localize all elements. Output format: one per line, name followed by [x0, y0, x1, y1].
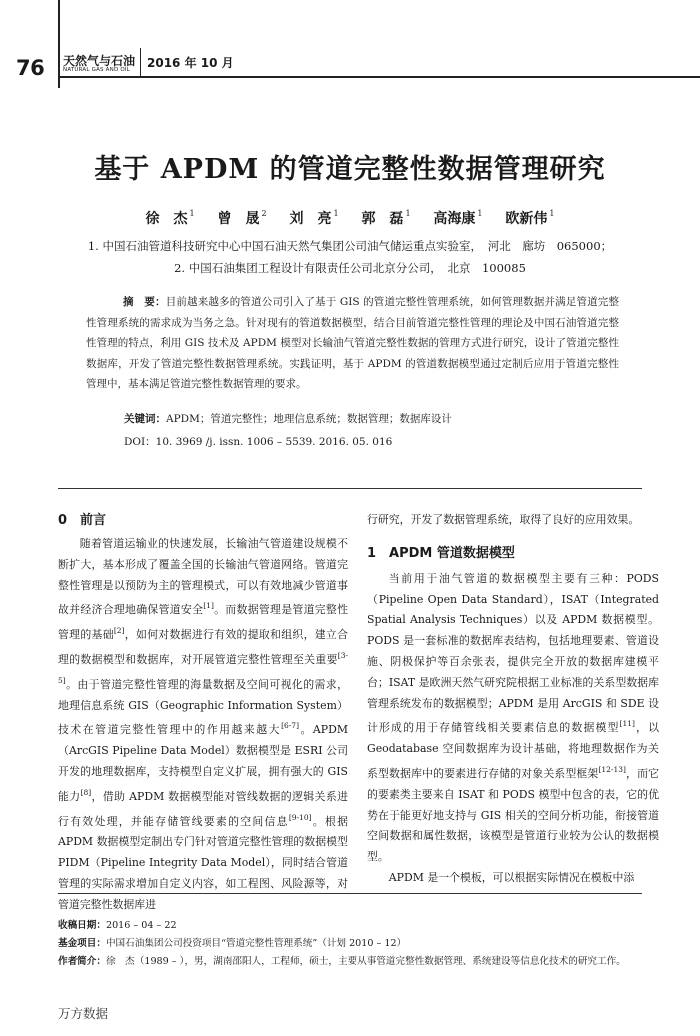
section-divider [58, 488, 642, 489]
citation-marker: [6-7] [281, 721, 300, 731]
page-header [0, 44, 700, 88]
citation-marker: [1] [203, 601, 214, 611]
header-divider [140, 48, 141, 76]
citation-marker: [3-5] [58, 650, 348, 685]
journal-name-en: NATURAL GAS AND OIL [63, 67, 130, 73]
citation-marker: [2] [113, 626, 125, 636]
author: 徐 杰 $^1$ [145, 209, 195, 227]
header-horizontal-rule [58, 76, 700, 78]
keywords [124, 411, 452, 426]
abstract-label: 摘 要： [123, 296, 166, 308]
footnote: 收稿日期：2016 – 04 – 22 [58, 920, 177, 931]
issue-date: 2016 年 10 月 [147, 56, 234, 70]
author: 高海康 $^1$ [433, 209, 483, 227]
body-paragraph: 随着管道运输业的快速发展，长输油气管道建设规模不断扩大，基本形成了覆盖全国的长输油气管道网络。管道完整性管理是以预防为主的管理模式，可以有效地减少管道事故并经济合理地确保管道安全[1]。而数据管理是管道完整性管理的基础[2]，如何对数据进行有效的提取和组织，建立合理的数据模型和数据库，对开展管道完整性管理至关重要[3-5]。由于管道完整性管理的海量数据及空间可视化的需求，地理信息系统 GIS（Geographic Information System）技术在管道完整性管理中的作用越来越大[6-7]。APDM（ArcGIS Pipeline Data Model）数据模型是 ESRI 公司开发的地理数据库，支持模型自定义扩展，拥有强大的 GIS 能力[8]，借助 APDM 数据模型能对管线数据的逻辑关系进行有效处理，并能存储管线要素的空间信息[9-10]。根据 APDM 数据模型定制出专门针对管道完整性管理的数据模型 PIDM（Pipeline Integrity Data Model），同时结合管道管理的实际需求增加自定义内容，如工程图、风险源等，对管道完整性数据库进 [58, 537, 348, 911]
body-paragraph-continued: 行研究，开发了数据管理系统，取得了良好的应用效果。 [367, 513, 640, 526]
footnote: 基金项目：中国石油集团公司投资项目“管道完整性管理系统”（计划 2010 – 12） [58, 938, 407, 949]
abstract-text: 目前越来越多的管道公司引入了基于 GIS 的管道完整性管理系统，如何管理数据并满足管道完整性管理系统的需求成为当务之急。针对现有的管道数据模型，结合目前管道完整性管理的理论及中国石油管道完整性管理的特点，利用 GIS 技术及 APDM 模型对长输油气管道完整性数据的管理方式进行研究，设计了管道完整性数据库，开发了管道完整性数据管理系统。实践证明，基于 APDM 的管道数据模型通过定制后应用于管道完整性管理中，基本满足管道完整性数据管理的要求。 [86, 296, 620, 390]
citation-marker: [8] [80, 787, 92, 797]
author: 郭 磊 $^1$ [361, 209, 411, 227]
header-vertical-rule [58, 0, 60, 88]
citation-marker: [12-13] [598, 764, 626, 774]
author-list [0, 208, 700, 228]
citation-marker: [11] [619, 719, 635, 729]
footnote-divider [58, 893, 642, 894]
page-number: 76 [16, 56, 45, 80]
author: 欧新伟 $^1$ [505, 209, 555, 227]
section-heading: 1 APDM 管道数据模型 [367, 545, 515, 561]
affiliation-2: 2. 中国石油集团工程设计有限责任公司北京分公司， 北京 100085 [174, 261, 526, 275]
doi: DOI：10. 3969 /j. issn. 1006 – 5539. 2016. 05. 016 [124, 436, 393, 448]
citation-marker: [9-10] [288, 812, 312, 822]
paper-title: 基于 APDM 的管道完整性数据管理研究 [94, 154, 606, 185]
footnotes [58, 917, 658, 971]
body-paragraph: 当前用于油气管道的数据模型主要有三种：PODS（Pipeline Open Data Standard），ISAT（Integrated Spatial Analysis Techniques）以及 APDM 数据模型。PODS 是一套标准的数据库表结构，包括地理要素、管道设施、阴极保护等百余张表，提供完全开放的数据库建模平台；ISAT 是欧洲天然气研究院根据工业标准的关系型数据库管理系统发布的数据模型；APDM 是用 ArcGIS 和 SDE 设计形成的用于存储管线相关要素信息的数据模型[11]，以 Geodatabase 空间数据库为设计基础，将地理数据作为关系型数据库中的要素进行存储的对象关系型框架[12-13]，而它的要素类主要来自 ISAT 和 PODS 模型中包含的表，它的优势在于能更好地支持与 GIS 相关的空间分析功能，衔接管道空间数据和属性数据，该模型是管道行业较为公认的数据模型。 [367, 571, 659, 864]
author: 刘 亮 $^1$ [289, 209, 339, 227]
section-heading: 0 前言 [58, 513, 107, 528]
right-column [367, 510, 659, 889]
journal-name: 天然气与石油 [63, 54, 136, 68]
keywords-label: 关键词： [124, 413, 166, 425]
affiliation-1: 1. 中国石油管道科技研究中心中国石油天然气集团公司油气储运重点实验室， 河北 廊坊 065000； [87, 239, 613, 253]
body-paragraph: APDM 是一个模板，可以根据实际情况在模板中添 [388, 870, 635, 884]
author: 曾 晟 $^2$ [217, 209, 267, 227]
left-column [58, 510, 348, 916]
abstract [86, 292, 619, 395]
watermark: 万方数据 [58, 1006, 109, 1021]
footnote: 作者简介：徐 杰（1989 – ），男，湖南邵阳人，工程师，硕士，主要从事管道完整性数据管理、系统建设等信息化技术的研究工作。 [58, 956, 626, 967]
keywords-text: APDM；管道完整性；地理信息系统；数据管理；数据库设计 [166, 413, 452, 425]
